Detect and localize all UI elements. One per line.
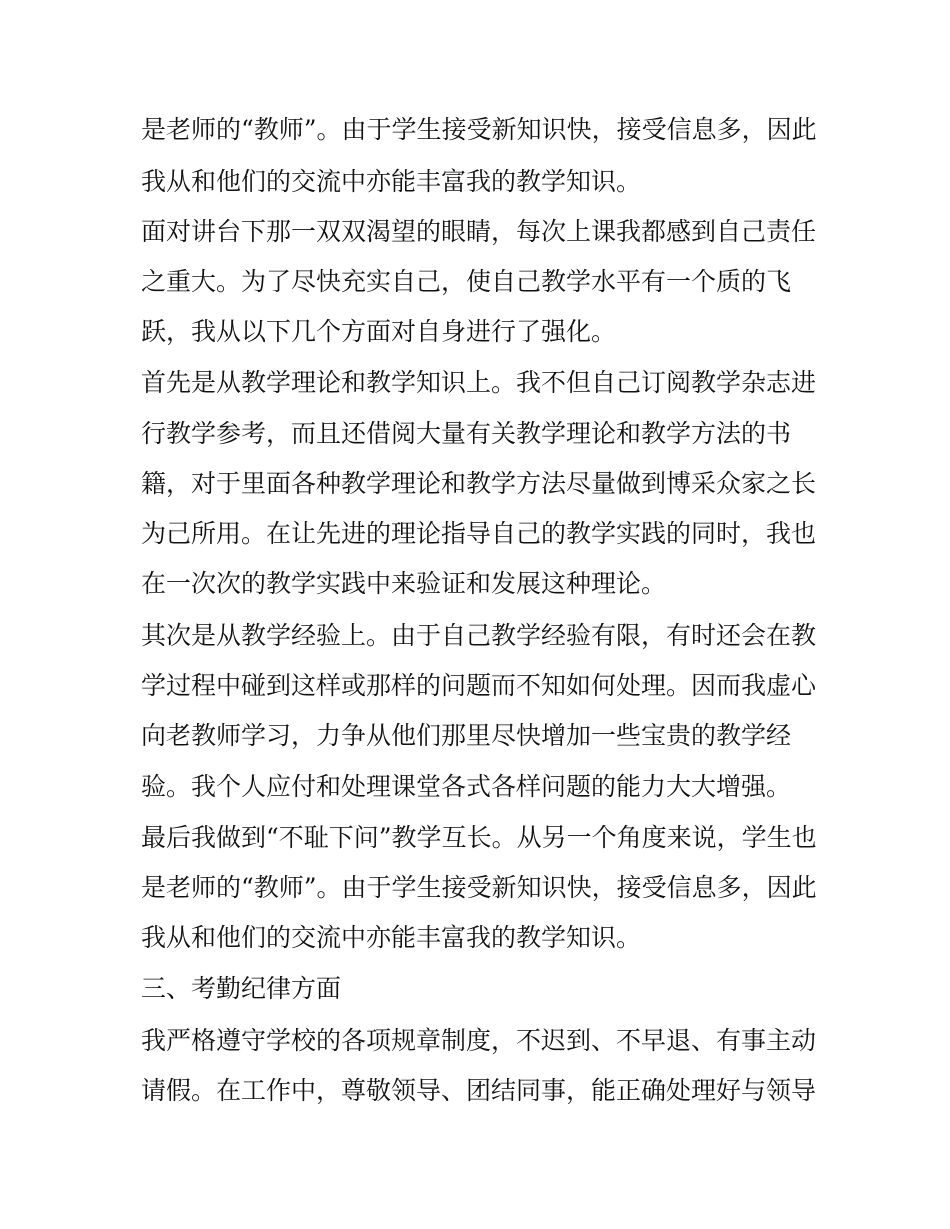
text-line: 其次是从教学经验上。由于自己教学经验有限，有时还会在教 (141, 621, 817, 650)
text-line: 学过程中碰到这样或那样的问题而不知如何处理。因而我虚心 (141, 671, 817, 700)
text-line: 我从和他们的交流中亦能丰富我的教学知识。 (141, 167, 642, 196)
text-line: 请假。在工作中，尊敬领导、团结同事，能正确处理好与领导 (141, 1076, 817, 1105)
text-line: 跃，我从以下几个方面对自身进行了强化。 (141, 317, 617, 346)
text-line: 最后我做到“不耻下问”教学互长。从另一个角度来说，学生也 (141, 823, 817, 852)
text-line: 籍，对于里面各种教学理论和教学方法尽量做到博采众家之长 (141, 469, 817, 498)
text-line: 是老师的“教师”。由于学生接受新知识快，接受信息多，因此 (141, 873, 817, 902)
text-line: 行教学参考，而且还借阅大量有关教学理论和教学方法的书 (141, 419, 792, 448)
text-line: 向老教师学习，力争从他们那里尽快增加一些宝贵的教学经 (141, 721, 792, 750)
section-heading: 三、考勤纪律方面 (141, 974, 342, 1003)
text-line: 面对讲台下那一双双渴望的眼睛，每次上课我都感到自己责任 (141, 217, 817, 246)
text-line: 首先是从教学理论和教学知识上。我不但自己订阅教学杂志进 (141, 368, 817, 397)
text-line: 是老师的“教师”。由于学生接受新知识快，接受信息多，因此 (141, 115, 817, 144)
text-line: 在一次次的教学实践中来验证和发展这种理论。 (141, 569, 667, 598)
text-line: 验。我个人应付和处理课堂各式各样问题的能力大大增强。 (141, 772, 792, 801)
text-line: 我严格遵守学校的各项规章制度，不迟到、不早退、有事主动 (141, 1026, 817, 1055)
text-line: 为己所用。在让先进的理论指导自己的教学实践的同时，我也 (141, 519, 817, 548)
text-line: 之重大。为了尽快充实自己，使自己教学水平有一个质的飞 (141, 267, 792, 296)
text-line: 我从和他们的交流中亦能丰富我的教学知识。 (141, 923, 642, 952)
